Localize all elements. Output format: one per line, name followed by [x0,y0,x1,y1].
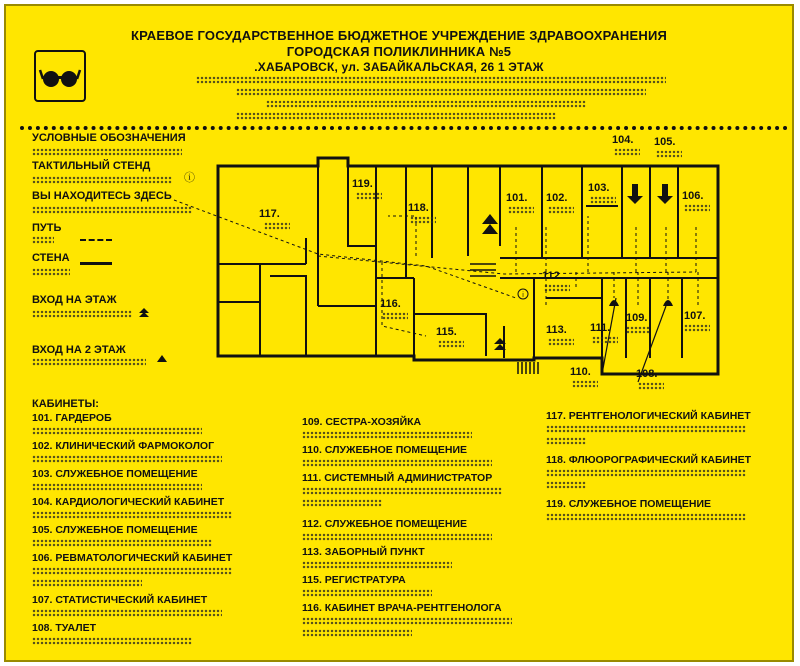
room-number: 109. [626,312,648,324]
braille-room [508,206,534,214]
room-number: 103. [588,182,610,194]
braille-room [656,150,682,158]
cabinet-item: 113. ЗАБОРНЫЙ ПУНКТ [302,546,425,558]
cabinet-item: 107. СТАТИСТИЧЕСКИЙ КАБИНЕТ [32,594,208,606]
braille-room [356,192,382,200]
braille-cabinet [302,629,412,637]
room-number: 111. [590,322,611,334]
braille-cabinet [302,617,512,625]
braille-cabinet [32,579,142,587]
cabinet-item: 105. СЛУЖЕБНОЕ ПОМЕЩЕНИЕ [32,524,198,536]
header-address: .ХАБАРОВСК, ул. ЗАБАЙКАЛЬСКАЯ, 26 1 ЭТАЖ [254,60,544,74]
cabinet-item: 101. ГАРДЕРОБ [32,412,112,424]
legend-path: ПУТЬ [32,222,62,234]
cabinet-item: 111. СИСТЕМНЫЙ АДМИНИСТРАТОР [302,472,493,484]
legend-tactile-stand: ТАКТИЛЬНЫЙ СТЕНД [32,160,151,172]
braille-cabinet [546,469,746,477]
braille-room [548,206,574,214]
braille-cabinet [32,427,202,435]
braille-cabinet [302,487,502,495]
room-number: 118. [408,202,429,214]
room-number: 107. [684,310,706,322]
braille-cabinet [302,561,452,569]
cabinet-item: 106. РЕВМАТОЛОГИЧЕСКИЙ КАБИНЕТ [32,552,233,564]
braille-cabinet [32,539,212,547]
room-number: 116. [380,298,401,310]
room-number: 110. [570,366,591,378]
braille-cabinet [32,483,202,491]
cabinet-item: 112. СЛУЖЕБНОЕ ПОМЕЩЕНИЕ [302,518,468,530]
cabinet-item: 108. ТУАЛЕТ [32,622,97,634]
braille-room [438,340,464,348]
braille-room [684,324,710,332]
cabinet-item: 110. СЛУЖЕБНОЕ ПОМЕЩЕНИЕ [302,444,468,456]
braille-room [626,326,650,334]
braille-cabinet [32,511,232,519]
braille-cabinet [546,425,746,433]
braille-room [264,222,290,230]
room-number: 117. [259,208,280,220]
braille-room [572,380,598,388]
braille-cabinet [302,431,472,439]
room-number: 106. [682,190,704,202]
cabinet-item: 104. КАРДИОЛОГИЧЕСКИЙ КАБИНЕТ [32,496,225,508]
braille-room [382,312,408,320]
cabinet-item: 119. СЛУЖЕБНОЕ ПОМЕЩЕНИЕ [546,498,712,510]
braille-room [590,196,616,204]
cabinet-item: 117. РЕНТГЕНОЛОГИЧЕСКИЙ КАБИНЕТ [546,410,751,422]
room-number: 115. [436,326,457,338]
cabinet-item: 115. РЕГИСТРАТУРА [302,574,406,586]
info-icon: ⓘ [184,172,195,184]
room-number: 112. [542,270,563,282]
room-number: 108. [636,368,658,380]
room-number: 102. [546,192,568,204]
room-number: 119. [352,178,373,190]
braille-cabinet [302,533,492,541]
braille-room [410,216,436,224]
cabinet-item: 102. КЛИНИЧЕСКИЙ ФАРМОКОЛОГ [32,440,215,452]
legend-entrance-floor2: ВХОД НА 2 ЭТАЖ [32,344,126,356]
braille-cabinet [32,455,222,463]
braille-cabinet [302,459,492,467]
legend-you-are-here: ВЫ НАХОДИТЕСЬ ЗДЕСЬ [32,190,172,202]
you-are-here-icon: i [522,292,524,299]
braille-room [684,204,710,212]
room-number: 104. [612,134,634,146]
legend-entrance-floor: ВХОД НА ЭТАЖ [32,294,117,306]
braille-cabinet [302,499,382,507]
room-number: 113. [546,324,567,336]
braille-room [544,284,570,292]
legend-title: УСЛОВНЫЕ ОБОЗНАЧЕНИЯ [32,132,186,144]
braille-room [592,336,618,344]
legend-wall: СТЕНА [32,252,70,264]
braille-cabinet [546,513,746,521]
header-title-line1: КРАЕВОЕ ГОСУДАРСТВЕННОЕ БЮДЖЕТНОЕ УЧРЕЖДЕНИЕ ЗДРАВООХРАНЕНИЯ [130,28,668,43]
cabinet-item: 109. СЕСТРА-ХОЗЯЙКА [302,416,422,428]
braille-room [638,382,664,390]
cabinets-title: КАБИНЕТЫ: [32,398,99,410]
braille-room [548,338,574,346]
header-title-line2: ГОРОДСКАЯ ПОЛИКЛИННИКА №5 [286,44,512,59]
cabinet-item: 118. ФЛЮОРОГРАФИЧЕСКИЙ КАБИНЕТ [546,454,752,466]
braille-cabinet [546,437,586,445]
room-number: 101. [506,192,528,204]
braille-cabinet [32,567,232,575]
tactile-sign [4,4,794,662]
floor-plan [6,6,796,406]
braille-room [614,148,640,156]
braille-cabinet [32,609,222,617]
cabinet-item: 103. СЛУЖЕБНОЕ ПОМЕЩЕНИЕ [32,468,198,480]
braille-cabinet [302,589,432,597]
braille-cabinet [32,637,192,645]
cabinet-item: 116. КАБИНЕТ ВРАЧА-РЕНТГЕНОЛОГА [302,602,502,614]
room-number: 105. [654,136,676,148]
braille-cabinet [546,481,586,489]
